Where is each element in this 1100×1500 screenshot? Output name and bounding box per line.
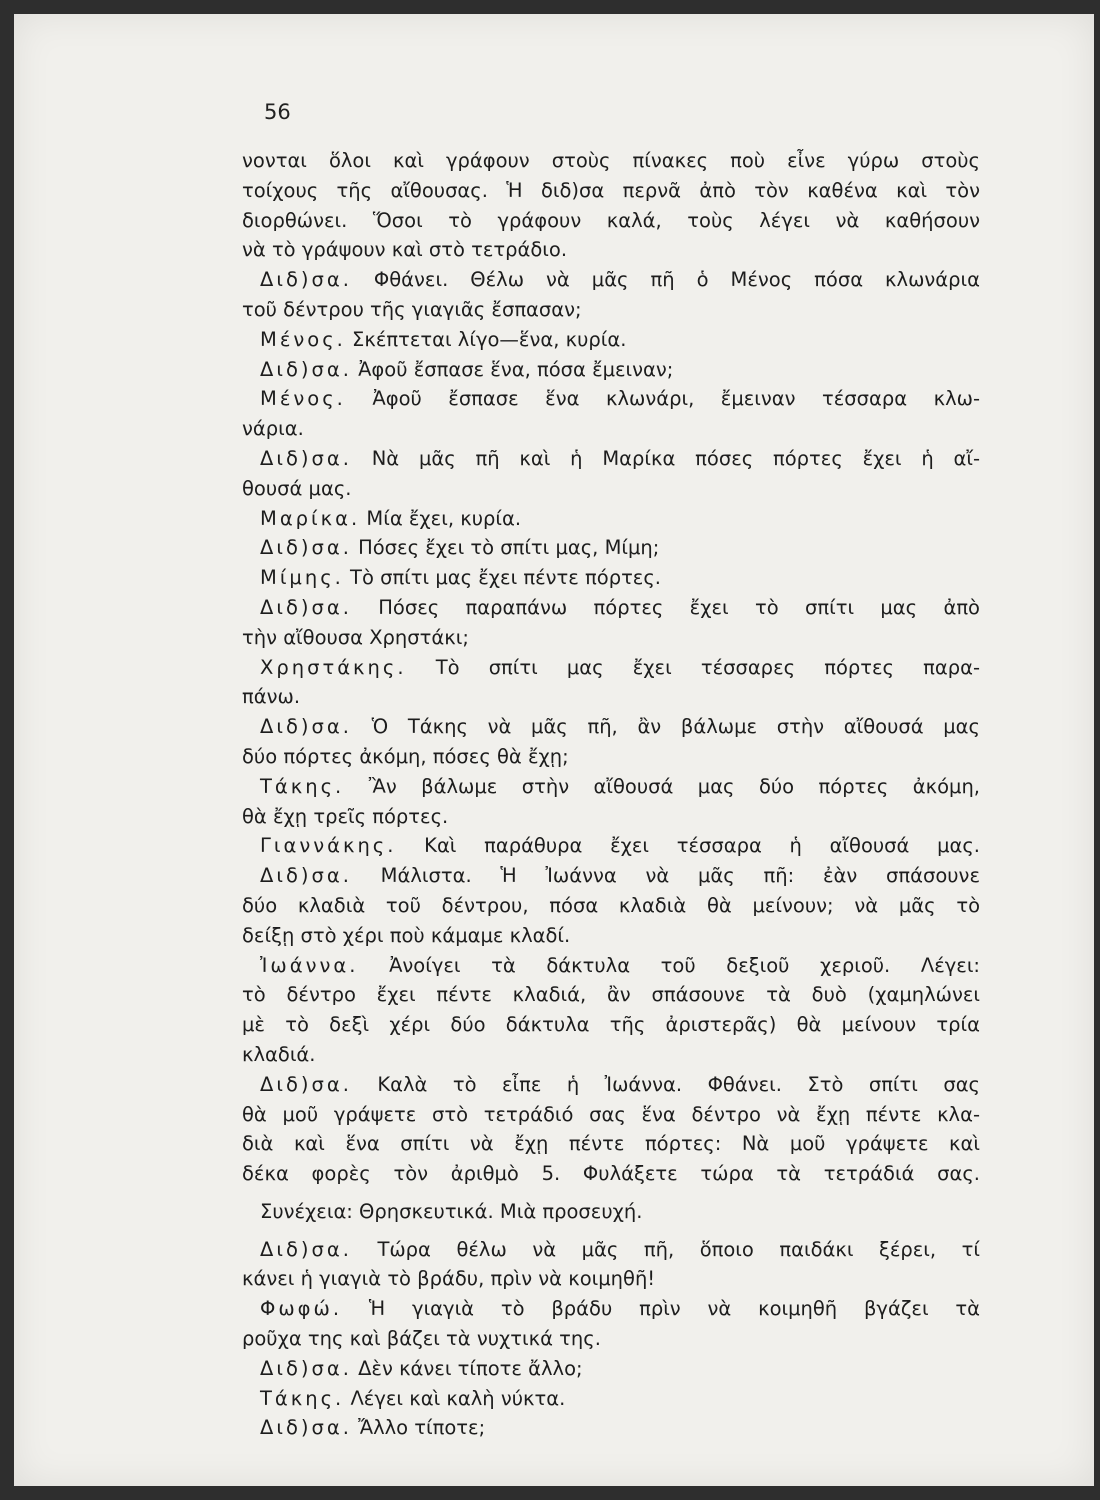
speaker-label: Μένος.	[260, 387, 346, 411]
line-text: κλαδιά.	[242, 1042, 316, 1066]
line-text: Μάλιστα. Ἡ Ἰωάννα νὰ μᾶς πῆ: ἐὰν σπάσουνε	[380, 864, 980, 888]
line-text: Ἀνοίγει τὰ δάκτυλα τοῦ δεξιοῦ χεριοῦ. Λέγει:	[389, 953, 980, 977]
text-line	[242, 206, 980, 236]
line-text: Τώρα θέλω νὰ μᾶς πῆ, ὅποιο παιδάκι ξέρει, τί	[377, 1237, 980, 1261]
text-line	[242, 921, 980, 951]
line-text: Καλὰ τὸ εἶπε ἡ Ἰωάννα. Φθάνει. Στὸ σπίτι σας	[377, 1072, 980, 1096]
speaker-label: Διδ)σα.	[260, 536, 352, 560]
text-line	[242, 861, 980, 891]
line-text: Μία ἔχει, κυρία.	[366, 506, 522, 530]
line-text: Δὲν κάνει τίποτε ἄλλο;	[358, 1356, 583, 1380]
line-text: Ἀφοῦ ἔσπασε ἕνα κλωνάρι, ἔμειναν τέσσαρα κλω-	[372, 387, 980, 411]
text-line	[242, 712, 980, 742]
speaker-label: Τάκης.	[260, 1386, 345, 1410]
speaker-label: Διδ)σα.	[260, 1072, 352, 1096]
speaker-label: Διδ)σα.	[260, 595, 352, 619]
text-line	[242, 802, 980, 832]
text-line	[242, 1197, 980, 1227]
text-line	[242, 1384, 980, 1414]
speaker-label: Τάκης.	[260, 774, 345, 798]
line-text: Ἂν βάλωμε στὴν αἴθουσά μας δύο πόρτες ἀκόμη,	[368, 774, 980, 798]
speaker-label: Διδ)σα.	[260, 1356, 352, 1380]
speaker-label: Διδ)σα.	[260, 446, 352, 470]
line-text: δύο κλαδιὰ τοῦ δέντρου, πόσα κλαδιὰ θὰ μείνουν; νὰ μᾶς τὸ	[242, 893, 980, 917]
text-line	[242, 772, 980, 802]
text-line	[242, 653, 980, 683]
speaker-label: Διδ)σα.	[260, 357, 352, 381]
line-text: Ὁ Τάκης νὰ μᾶς πῆ, ἂν βάλωμε στὴν αἴθουσά μας	[371, 715, 980, 739]
line-text: δέκα φορὲς τὸν ἀριθμὸ 5. Φυλάξετε τώρα τὰ τετράδιά σας.	[242, 1162, 980, 1186]
text-line	[242, 1235, 980, 1265]
text-line	[242, 504, 980, 534]
line-text: κάνει ἡ γιαγιὰ τὸ βράδυ, πρὶν νὰ κοιμηθῆ!	[242, 1267, 656, 1291]
line-text: θὰ μοῦ γράψετε στὸ τετράδιό σας ἕνα δέντρο νὰ ἔχῃ πέντε κλα-	[242, 1102, 980, 1126]
text-line	[242, 1070, 980, 1100]
line-text: Λέγει καὶ καλὴ νύκτα.	[350, 1386, 566, 1410]
line-text: Καὶ παράθυρα ἔχει τέσσαρα ἡ αἴθουσά μας.	[424, 834, 980, 858]
line-text: Πόσες παραπάνω πόρτες ἔχει τὸ σπίτι μας ἀπὸ	[378, 595, 980, 619]
speaker-label: Μαρίκα.	[260, 506, 361, 530]
text-line	[242, 474, 980, 504]
text-line	[242, 891, 980, 921]
line-text: θουσά μας.	[242, 476, 352, 500]
text-line	[242, 1040, 980, 1070]
line-text: πάνω.	[242, 685, 301, 709]
page-number: 56	[264, 100, 291, 124]
line-text: δύο πόρτες ἀκόμη, πόσες θὰ ἔχῃ;	[242, 744, 569, 768]
text-line	[242, 742, 980, 772]
text-line	[242, 444, 980, 474]
line-text: Τὸ σπίτι μας ἔχει τέσσαρες πόρτες παρα-	[435, 655, 980, 679]
line-text: Συνέχεια: Θρησκευτικά. Μιὰ προσευχή.	[260, 1199, 643, 1223]
text-line	[242, 414, 980, 444]
line-text: δείξῃ στὸ χέρι ποὺ κάμαμε κλαδί.	[242, 923, 571, 947]
line-text: νάρια.	[242, 417, 304, 441]
line-text: Ἡ γιαγιὰ τὸ βράδυ πρὶν νὰ κοιμηθῆ βγάζει τὰ	[368, 1297, 980, 1321]
text-line	[242, 295, 980, 325]
text-line	[242, 593, 980, 623]
line-text: Πόσες ἔχει τὸ σπίτι μας, Μίμη;	[358, 536, 660, 560]
text-line	[242, 325, 980, 355]
speaker-label: Μίμης.	[260, 566, 344, 590]
speaker-label: Μένος.	[260, 327, 346, 351]
text-line	[242, 1100, 980, 1130]
line-text: τὸ δέντρο ἔχει πέντε κλαδιά, ἂν σπάσουνε τὰ δυὸ (χαμηλώνει	[242, 983, 980, 1007]
page-body-text	[242, 146, 980, 1443]
line-text: μὲ τὸ δεξὶ χέρι δύο δάκτυλα τῆς ἀριστερᾶς) θὰ μείνουν τρία	[242, 1013, 980, 1037]
text-line	[242, 623, 980, 653]
speaker-label: Ἰωάννα.	[260, 953, 359, 977]
speaker-label: Φωφώ.	[260, 1297, 343, 1321]
text-line	[242, 682, 980, 712]
text-line	[242, 1294, 980, 1324]
text-line	[242, 1354, 980, 1384]
speaker-label: Διδ)σα.	[260, 715, 352, 739]
text-line	[242, 1159, 980, 1189]
line-text: θὰ ἔχῃ τρεῖς πόρτες.	[242, 804, 449, 828]
line-text: τοίχους τῆς αἴθουσας. Ἡ διδ)σα περνᾶ ἀπὸ τὸν καθένα καὶ τὸν	[242, 178, 980, 202]
text-line	[242, 1324, 980, 1354]
line-text: νονται ὅλοι καὶ γράφουν στοὺς πίνακες ποὺ εἶνε γύρω στοὺς	[242, 149, 980, 172]
line-text: διορθώνει. Ὅσοι τὸ γράφουν καλά, τοὺς λέγει νὰ καθήσουν	[242, 208, 980, 232]
speaker-label: Διδ)σα.	[260, 268, 352, 292]
text-line	[242, 355, 980, 385]
line-text: Ἀφοῦ ἔσπασε ἕνα, πόσα ἔμειναν;	[358, 357, 674, 381]
line-text: ροῦχα της καὶ βάζει τὰ νυχτικά της.	[242, 1327, 601, 1351]
book-page	[14, 14, 1094, 1486]
line-text: Τὸ σπίτι μας ἔχει πέντε πόρτες.	[350, 566, 661, 590]
text-line	[242, 951, 980, 981]
line-text: Ἄλλο τίποτε;	[358, 1416, 486, 1440]
speaker-label: Γιαννάκης.	[260, 834, 397, 858]
text-line	[242, 384, 980, 414]
text-line	[242, 563, 980, 593]
speaker-label: Διδ)σα.	[260, 1237, 352, 1261]
line-text: διὰ καὶ ἕνα σπίτι νὰ ἔχῃ πέντε πόρτες: Νὰ μοῦ γράψετε καὶ	[242, 1132, 980, 1156]
speaker-label: Διδ)σα.	[260, 1416, 352, 1440]
speaker-label: Διδ)σα.	[260, 864, 352, 888]
line-text: τοῦ δέντρου τῆς γιαγιᾶς ἔσπασαν;	[242, 297, 582, 321]
line-text: Φθάνει. Θέλω νὰ μᾶς πῆ ὁ Μένος πόσα κλωνάρια	[373, 268, 980, 292]
text-line	[242, 1129, 980, 1159]
line-text: Νὰ μᾶς πῆ καὶ ἡ Μαρίκα πόσες πόρτες ἔχει ἡ αἴ-	[371, 446, 980, 470]
text-line	[242, 533, 980, 563]
text-line	[242, 176, 980, 206]
text-line	[242, 1264, 980, 1294]
text-line	[242, 146, 980, 176]
text-line	[242, 1413, 980, 1443]
text-line	[242, 265, 980, 295]
text-line	[242, 1010, 980, 1040]
speaker-label: Χρηστάκης.	[260, 655, 407, 679]
line-text: τὴν αἴθουσα Χρηστάκι;	[242, 625, 469, 649]
line-text: Σκέπτεται λίγο—ἕνα, κυρία.	[352, 327, 627, 351]
text-line	[242, 831, 980, 861]
text-line	[242, 980, 980, 1010]
line-text: νὰ τὸ γράψουν καὶ στὸ τετράδιο.	[242, 238, 568, 262]
text-line	[242, 235, 980, 265]
